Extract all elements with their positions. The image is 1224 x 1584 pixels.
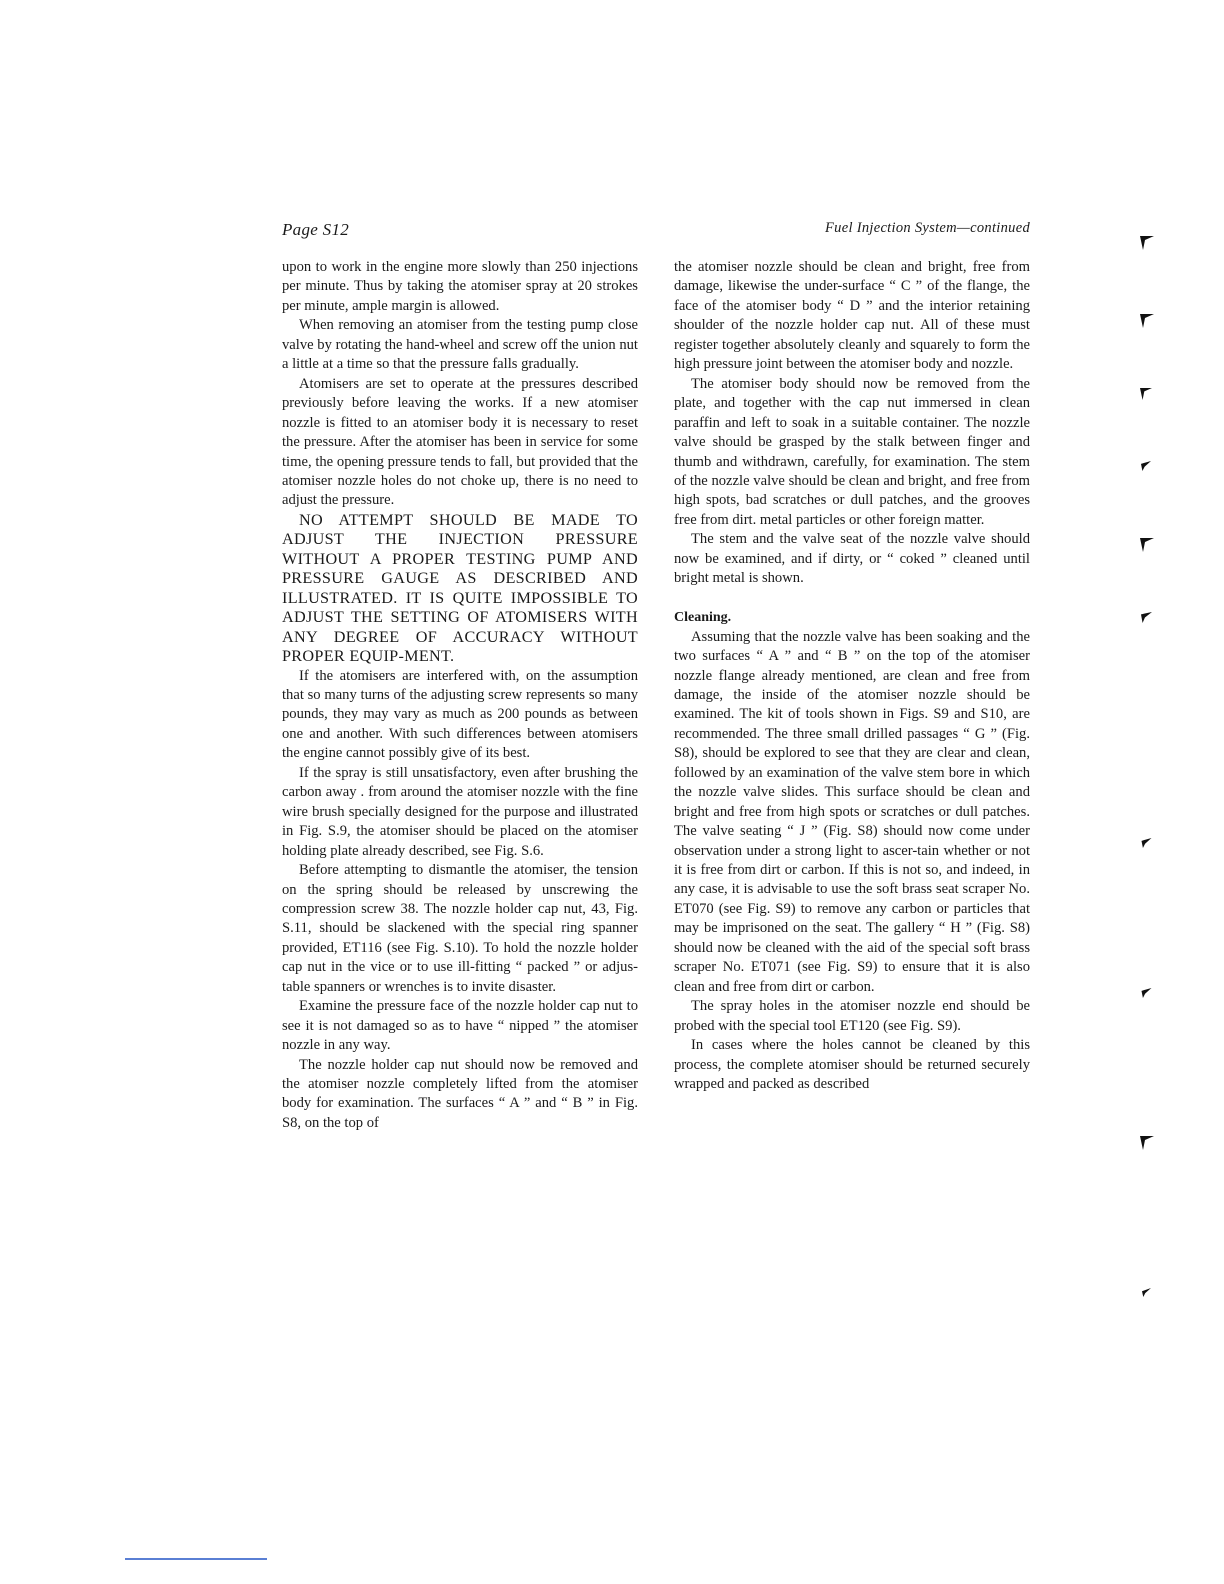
registration-mark-icon	[1140, 1288, 1154, 1302]
paragraph: Before attempting to dismantle the atomiser, the tension on the spring should be released by unscrewing the compression screw 38. The nozzle holder cap nut, 43, Fig. S.11, should be slackened with the special ring spanner provided, ET116 (see Fig. S.10). To hold the nozzle holder cap nut in the vice or to use ill-fitting “ packed ” or adjus-table spanners or wrenches is to invite disaster.	[282, 862, 638, 995]
registration-mark-icon	[1140, 538, 1154, 552]
paragraph: If the atomisers are interfered with, on the assumption that so many turns of the adjusting screw represents so many pounds, they may vary as much as 200 pounds as between one and another. With such differences between atomisers the engine cannot possibly give of its best.	[282, 667, 638, 762]
registration-mark-icon	[1140, 612, 1154, 626]
registration-mark-icon	[1140, 1136, 1154, 1150]
paragraph: the atomiser nozzle should be clean and bright, free from damage, likewise the under-surface “ C ” of the flange, the face of the atomiser body “ D ” and the interior retaining shoulder of the nozzle holder cap nut. All of these must register together absolutely cleanly and squarely to form the high pressure joint between the atomiser body and nozzle.	[674, 259, 1030, 373]
registration-mark-icon	[1140, 988, 1154, 1002]
paragraph: Examine the pressure face of the nozzle holder cap nut to see it is not damaged so as to have “ nipped ” the atomiser nozzle in any way.	[282, 998, 638, 1054]
registration-mark-icon	[1140, 838, 1154, 852]
paragraph: The spray holes in the atomiser nozzle end should be probed with the special tool ET120 (see Fig. S9).	[674, 998, 1030, 1034]
section-spacer	[674, 589, 1030, 608]
paragraph: Atomisers are set to operate at the pressures described previously before leaving the works. If a new atomiser nozzle is fitted to an atomiser body it is necessary to reset the pressure. After the atomiser has been in service for some time, the opening pressure tends to fall, but provided that the atomiser nozzle holes do not choke up, there is no need to adjust the pressure.	[282, 375, 638, 509]
paragraph: Assuming that the nozzle valve has been soaking and the two surfaces “ A ” and “ B ” on the top of the atomiser nozzle flange already mentioned, are clean and free from damage, the inside of the atomiser nozzle should be examined. The kit of tools shown in Figs. S9 and S10, are recommended. The three small drilled passages “ G ” (Fig. S8), should be explored to see that they are clear and clean, followed by an examination of the valve stem bore in which the nozzle valve slides. This surface should be clean and bright and free from high spots or scratches or dull patches. The valve seating “ J ” (Fig. S8) should now come under observation under a strong light to ascer-tain whether or not it is free from dirt or carbon. If this is not so, and indeed, in any case, it is advisable to use the soft brass seat scraper No. ET070 (see Fig. S9) to remove any carbon or particles that may be imprisoned on the seat. The gallery “ H ” (Fig. S8) should now be cleaned with the aid of the special soft brass scraper No. ET071 (see Fig. S9) to ensure that it is also clean and free from dirt or carbon.	[674, 628, 1030, 995]
paragraph: The nozzle holder cap nut should now be removed and the atomiser nozzle completely lifted from the atomiser body for examination. The surfaces “ A ” and “ B ” in Fig. S8, on the top of	[282, 1056, 638, 1131]
left-column	[282, 258, 638, 1133]
bottom-rule	[125, 1558, 267, 1560]
page-header	[282, 218, 1030, 246]
registration-mark-icon	[1140, 388, 1154, 402]
registration-mark-icon	[1140, 314, 1154, 328]
registration-mark-icon	[1140, 461, 1154, 475]
section-heading-cleaning: Cleaning.	[674, 610, 732, 626]
paragraph: The stem and the valve seat of the nozzle valve should now be examined, and if dirty, or “ coked ” cleaned until bright metal is shown.	[674, 531, 1030, 587]
registration-mark-icon	[1140, 236, 1154, 250]
paragraph: When removing an atomiser from the testing pump close valve by rotating the hand-wheel and screw off the union nut a little at a time so that the pressure falls gradually.	[282, 317, 638, 373]
paragraph: The atomiser body should now be removed from the plate, and together with the cap nut immersed in clean paraffin and left to soak in a suitable container. The nozzle valve should be grasped by the stalk between finger and thumb and withdrawn, carefully, for examination. The stem of the nozzle valve should be clean and bright, and free from high spots, bad scratches or dull patches, and the grooves free from dirt. metal particles or other foreign matter.	[674, 375, 1030, 528]
right-column	[674, 258, 1030, 1094]
warning-paragraph: NO ATTEMPT SHOULD BE MADE TO ADJUST THE INJECTION PRESSURE WITHOUT A PROPER TESTING PUMP AND PRESSURE GAUGE AS DESCRIBED AND ILLUSTRATED. IT IS QUITE IMPOSSIBLE TO ADJUST THE SETTING OF ATOMISERS WITH ANY DEGREE OF ACCURACY WITHOUT PROPER EQUIP-MENT.	[282, 510, 638, 666]
paragraph: If the spray is still unsatisfactory, even after brushing the carbon away . from around the atomiser nozzle with the fine wire brush specially designed for the purpose and illustrated in Fig. S.9, the atomiser should be placed on the atomiser holding plate already described, see Fig. S.6.	[282, 764, 638, 859]
paragraph: In cases where the holes cannot be cleaned by this process, the complete atomiser should be returned securely wrapped and packed as described	[674, 1037, 1030, 1093]
running-title: Fuel Injection System—continued	[825, 220, 1030, 236]
page-number: Page S12	[282, 220, 350, 239]
paragraph: upon to work in the engine more slowly than 250 injections per minute. Thus by taking the atomiser spray at 20 strokes per minute, ample margin is allowed.	[282, 259, 638, 314]
